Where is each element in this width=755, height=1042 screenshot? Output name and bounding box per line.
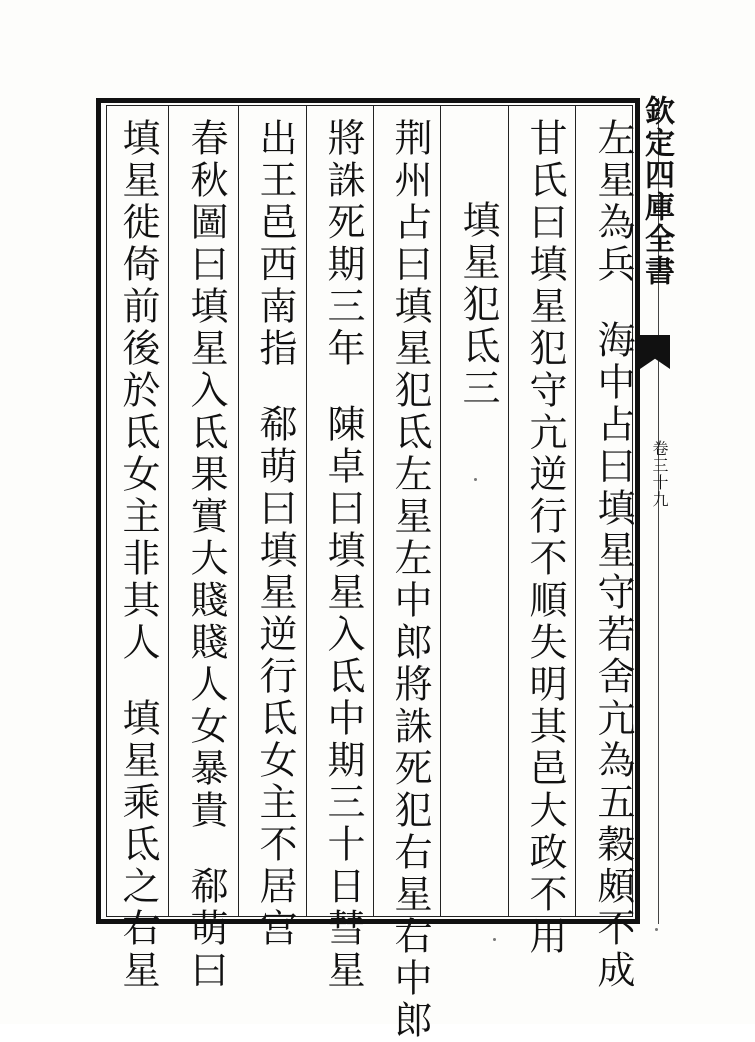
column-rule <box>575 105 576 917</box>
print-speck <box>474 478 477 481</box>
text-segment: 左星為兵 <box>591 118 635 286</box>
text-column-7 <box>176 118 236 992</box>
column-rule <box>238 105 239 917</box>
text-column-1 <box>583 118 643 992</box>
section-heading: 填星犯氐三 <box>456 200 500 410</box>
text-column-2 <box>515 118 575 958</box>
column-rule <box>440 105 441 917</box>
print-speck <box>655 928 658 931</box>
text-column-5 <box>313 118 373 992</box>
text-segment: 填星乘氐之右星 <box>116 698 160 992</box>
column-rule <box>508 105 509 917</box>
text-column-4 <box>380 118 440 1042</box>
column-rule <box>373 105 374 917</box>
column-rule <box>306 105 307 917</box>
text-column-8 <box>108 118 168 992</box>
volume-number: 卷三十九 <box>650 440 669 508</box>
print-speck <box>493 938 496 941</box>
text-column-6 <box>245 118 305 950</box>
text-segment: 郗萌曰填星逆行氐女主不居宫 <box>253 404 297 950</box>
text-segment: 填星徙倚前後於氐女主非其人 <box>116 118 160 664</box>
text-segment: 將誅死期三年 <box>321 118 365 370</box>
text-segment: 出王邑西南指 <box>253 118 297 370</box>
text-segment: 陳卓曰填星入氐中期三十日彗星 <box>321 404 365 992</box>
column-rule <box>168 105 169 917</box>
text-segment: 荆州占曰填星犯氐左星左中郎將誅死犯右星右中郎 <box>388 118 432 1042</box>
text-segment: 甘氏曰填星犯守亢逆行不順失明其邑大政不用 <box>523 118 567 958</box>
text-segment: 郗萌曰 <box>184 866 228 992</box>
text-segment: 春秋圖曰填星入氐果實大賤賤人女暴貴 <box>184 118 228 832</box>
text-segment: 海中占曰填星守若舍亢為五穀頗不成 <box>591 320 635 992</box>
book-title: 欽定四庫全書 <box>639 95 674 287</box>
